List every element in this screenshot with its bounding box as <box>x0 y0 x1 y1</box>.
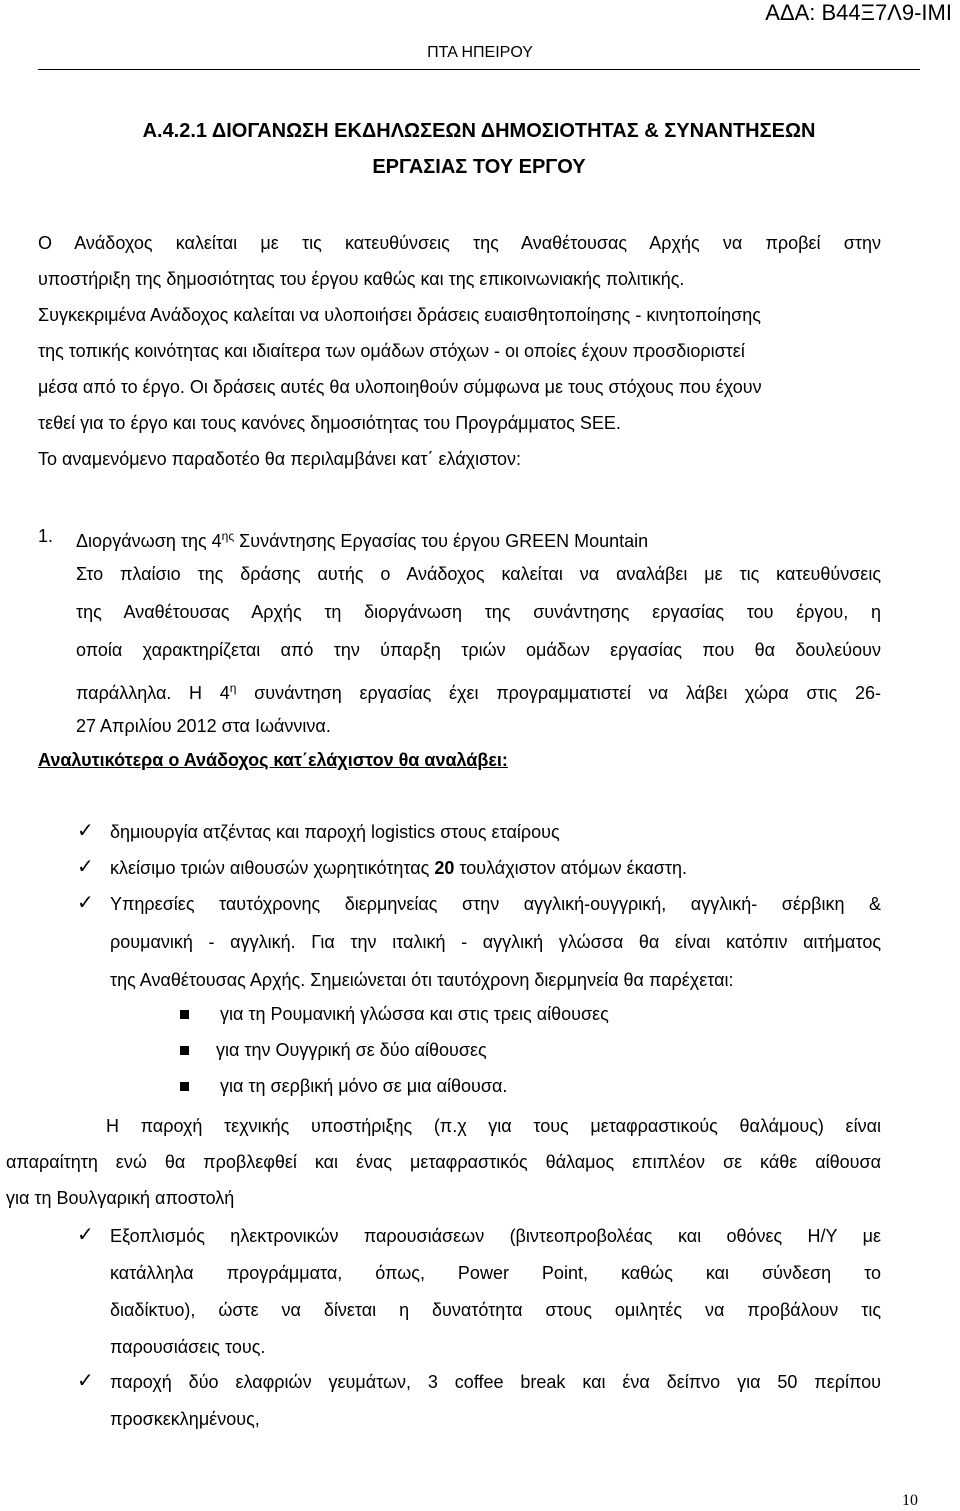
item-1-line-5: 27 Απριλίου 2012 στα Ιωάννινα. <box>76 716 331 736</box>
checklist-2-item-2-line-2: προσκεκλημένους, <box>110 1409 260 1429</box>
intro-line-1: Ο Ανάδοχος καλείται με τις κατευθύνσεις της Αναθέτουσας Αρχής να προβεί στην <box>38 233 881 253</box>
intro-line-5: μέσα από το έργο. Οι δράσεις αυτές θα υλοποιηθούν σύμφωνα με τους στόχους που έχουν <box>38 377 762 397</box>
header-divider <box>38 69 920 70</box>
intro-line-6: τεθεί για το έργο και τους κανόνες δημοσιότητας του Προγράμματος SEE. <box>38 413 621 433</box>
checklist-1-item-1: δημιουργία ατζέντας και παροχή logistics στους εταίρους <box>110 822 560 842</box>
check-icon: ✓ <box>77 1370 94 1392</box>
page-number: 10 <box>902 1492 918 1509</box>
checklist-2-item-2-line-1: παροχή δύο ελαφριών γευμάτων, 3 coffee break και ένα δείπνο για 50 περίπου <box>110 1372 881 1392</box>
intro-line-4: της τοπικής κοινότητας και ιδιαίτερα των ομάδων στόχων - οι οποίες έχουν προσδιοριστεί <box>38 341 745 361</box>
checklist-1-item-3-line-1: Υπηρεσίες ταυτόχρονης διερμηνείας στην αγγλική-ουγγρική, αγγλική- σέρβικη & <box>110 894 881 914</box>
details-heading: Αναλυτικότερα ο Ανάδοχος κατ΄ελάχιστον θα αναλάβει: <box>38 750 508 770</box>
section-heading-line2: ΕΡΓΑΣΙΑΣ ΤΟΥ ΕΡΓΟΥ <box>372 156 586 178</box>
check-icon: ✓ <box>77 1224 94 1246</box>
checklist-1-item-2-bold: 20 <box>434 858 455 878</box>
item-1-line-2: της Αναθέτουσας Αρχής τη διοργάνωση της συνάντησης εργασίας του έργου, η <box>76 602 881 622</box>
intro-line-7: Το αναμενόμενο παραδοτέο θα περιλαμβάνει κατ΄ ελάχιστον: <box>38 449 522 469</box>
checklist-2-item-1-line-4: παρουσιάσεις τους. <box>110 1337 266 1357</box>
item-1-line-4-pre: παράλληλα. Η 4 <box>76 683 230 703</box>
ada-code: ΑΔΑ: Β44Ξ7Λ9-ΙΜΙ <box>765 0 952 25</box>
item-1-title-sup: ης <box>221 529 235 543</box>
tech-line-1: Η παροχή τεχνικής υποστήριξης (π.χ για τους μεταφραστικούς θαλάμους) είναι <box>106 1116 881 1136</box>
section-heading <box>38 113 920 185</box>
item-1-line-4-sup: η <box>229 681 237 695</box>
checklist-1-item-3-line-3: της Αναθέτουσας Αρχής. Σημειώνεται ότι ταυτόχρονη διερμηνεία θα παρέχεται: <box>110 970 734 990</box>
organization-header: ΠΤΑ ΗΠΕΙΡΟΥ <box>427 44 533 61</box>
tech-line-3: για τη Βουλγαρική αποστολή <box>6 1188 235 1208</box>
checklist-2-item-1-line-3: διαδίκτυο), ώστε να δίνεται η δυνατότητα στους ομιλητές να προβάλουν τις <box>110 1300 881 1320</box>
checklist-1-item-2 <box>110 850 687 886</box>
check-icon: ✓ <box>77 892 94 914</box>
item-1-title-pre: Διοργάνωση της 4 <box>76 531 222 551</box>
item-1-number: 1. <box>38 526 54 546</box>
check-icon: ✓ <box>77 856 94 878</box>
section-heading-line1: Α.4.2.1 ΔΙΟΓΑΝΩΣΗ ΕΚΔΗΛΩΣΕΩΝ ΔΗΜΟΣΙΟΤΗΤΑΣ & ΣΥΝΑΝΤΗΣΕΩΝ <box>142 120 816 142</box>
sublist-item-3: για τη σερβική μόνο σε μια αίθουσα. <box>220 1076 508 1096</box>
item-1-line-1: Στο πλαίσιο της δράσης αυτής ο Ανάδοχος καλείται να αναλάβει με τις κατευθύνσεις <box>76 564 881 584</box>
item-1-line-3: οποία χαρακτηρίζεται από την ύπαρξη τριών ομάδων εργασίας που θα δουλεύουν <box>76 640 881 660</box>
check-icon: ✓ <box>77 820 94 842</box>
checklist-1-item-2-pre: κλείσιμο τριών αιθουσών χωρητικότητας <box>110 858 435 878</box>
item-1-line-4 <box>76 670 881 711</box>
item-1-title <box>76 518 648 559</box>
intro-line-2: υποστήριξη της δημοσιότητας του έργου καθώς και της επικοινωνιακής πολιτικής. <box>38 269 685 289</box>
sublist-item-2: για την Ουγγρική σε δύο αίθουσες <box>216 1040 487 1060</box>
tech-line-2: απαραίτητη ενώ θα προβλεφθεί και ένας μεταφραστικός θάλαμος επιπλέον σε κάθε αίθουσα <box>6 1152 881 1172</box>
item-1-line-4-post: συνάντηση εργασίας έχει προγραμματιστεί να λάβει χώρα στις 26- <box>236 683 881 703</box>
intro-line-3: Συγκεκριμένα Ανάδοχος καλείται να υλοποιήσει δράσεις ευαισθητοποίησης - κινητοποίησης <box>38 305 761 325</box>
checklist-2-item-1-line-1: Εξοπλισμός ηλεκτρονικών παρουσιάσεων (βιντεοπροβολέας και οθόνες Η/Υ με <box>110 1226 881 1246</box>
checklist-1-item-2-post: τουλάχιστον ατόμων έκαστη. <box>454 858 688 878</box>
item-1-title-post: Συνάντησης Εργασίας του έργου GREEN Mountain <box>234 531 649 551</box>
sublist-item-1: για τη Ρουμανική γλώσσα και στις τρεις αίθουσες <box>220 1004 609 1024</box>
square-bullet-icon <box>180 1010 189 1019</box>
checklist-1-item-3-line-2: ρουμανική - αγγλική. Για την ιταλική - αγγλική γλώσσα θα είναι κατόπιν αιτήματος <box>110 932 881 952</box>
square-bullet-icon <box>180 1046 189 1055</box>
square-bullet-icon <box>180 1082 189 1091</box>
checklist-2-item-1-line-2: κατάλληλα προγράμματα, όπως, Power Point, καθώς και σύνδεση το <box>110 1263 881 1283</box>
